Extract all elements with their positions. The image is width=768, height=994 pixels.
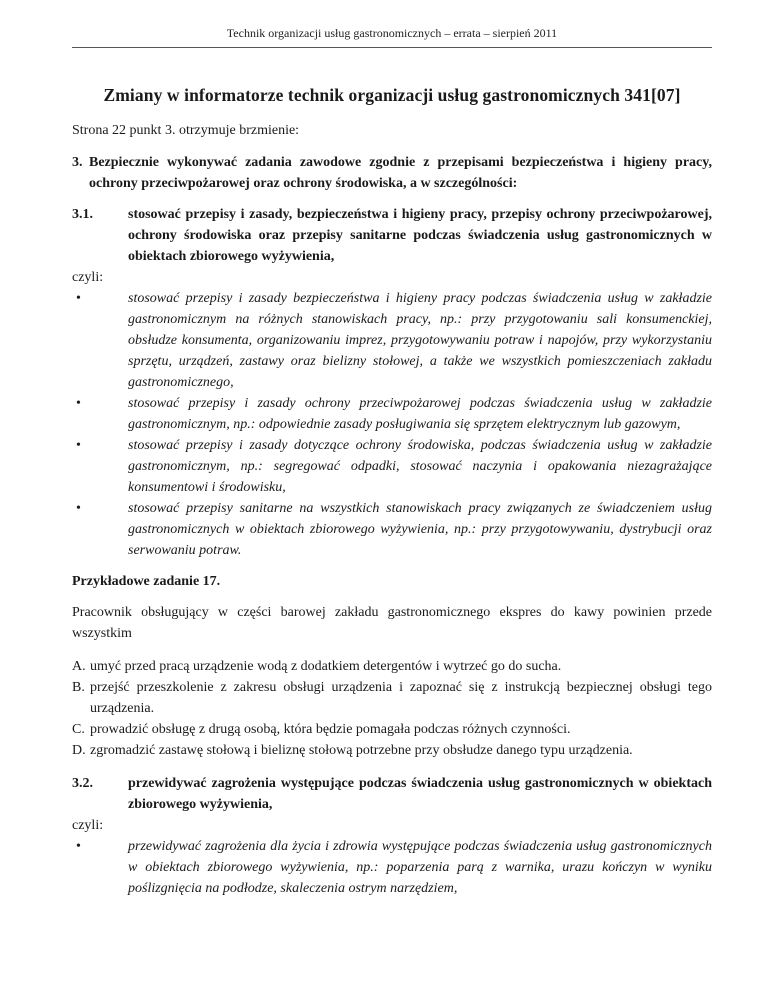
answer-letter: B. <box>72 680 85 695</box>
answer-letter: C. <box>72 722 85 737</box>
subsection-3-1-bullets <box>72 288 712 561</box>
bullet-icon: • <box>76 438 81 453</box>
list-item <box>72 288 712 393</box>
subsection-text: przewidywać zagrożenia występujące podczas świadczenia usług gastronomicznych w obiektach zbiorowego wyżywienia, <box>128 776 712 812</box>
czyli-label: czyli: <box>72 818 104 833</box>
list-item <box>72 393 712 435</box>
intro-text: Strona 22 punkt 3. otrzymuje brzmienie: <box>72 123 300 138</box>
list-item-text: stosować przepisy i zasady dotyczące ochrony środowiska, podczas świadczenia usług w zakładzie gastronomicznym, np.: segregować odpadki, stosować naczynia i opakowania niezagrażające konsumentowi i środowisku, <box>128 438 712 495</box>
answer-text: zgromadzić zastawę stołową i bieliznę stołową potrzebne przy obsłudze danego typu urządzenia. <box>90 743 633 758</box>
subsection-3-2-heading <box>72 773 712 815</box>
list-item-text: przewidywać zagrożenia dla życia i zdrowia występujące podczas świadczenia usług gastronomicznych w obiektach zbiorowego wyżywienia, np.: poparzenia parą z warnika, urazu kończyn w wyniku poślizgnięcia na podłodze, skaleczenia ostrym narzędziem, <box>128 839 712 896</box>
subsection-3-1-heading <box>72 204 712 267</box>
list-item-text: stosować przepisy sanitarne na wszystkich stanowiskach pracy związanych ze świadczeniem usług gastronomicznych w obiektach zbiorowego wyżywienia, np.: przy przygotowywaniu, dystrybucji oraz serwowaniu potraw. <box>128 501 712 558</box>
answer-option-c <box>72 719 712 740</box>
answer-letter: D. <box>72 743 86 758</box>
document-body <box>72 120 712 899</box>
list-item <box>72 836 712 899</box>
answer-text: przejść przeszkolenie z zakresu obsługi urządzenia i zapoznać się z instrukcją bezpiecznej obsługi tego urządzenia. <box>90 680 712 716</box>
answer-option-d <box>72 740 712 761</box>
section-number: 3. <box>72 155 83 170</box>
list-item <box>72 435 712 498</box>
answer-letter: A. <box>72 659 86 674</box>
answer-text: umyć przed pracą urządzenie wodą z dodatkiem detergentów i wytrzeć go do sucha. <box>90 659 562 674</box>
subsection-number: 3.2. <box>72 776 93 791</box>
header-divider <box>72 47 712 48</box>
bullet-icon: • <box>76 839 81 854</box>
subsection-number: 3.1. <box>72 207 93 222</box>
list-item <box>72 498 712 561</box>
section-text: Bezpiecznie wykonywać zadania zawodowe zgodnie z przepisami bezpieczeństwa i higieny pracy, ochrony przeciwpożarowej oraz ochrony środowiska, a w szczególności: <box>89 155 712 191</box>
example-title: Przykładowe zadanie 17. <box>72 574 221 589</box>
example-question: Pracownik obsługujący w części barowej zakładu gastronomicznego ekspres do kawy powinien przede wszystkim <box>72 605 712 641</box>
answer-option-b <box>72 677 712 719</box>
bullet-icon: • <box>76 396 81 411</box>
answer-option-a <box>72 656 712 677</box>
page-title: Zmiany w informatorze technik organizacji usług gastronomicznych 341[07] <box>103 85 681 105</box>
list-item-text: stosować przepisy i zasady ochrony przeciwpożarowej podczas świadczenia usług w zakładzie gastronomicznym, np.: odpowiednie zasady posługiwania się sprzętem elektrycznym lub gazowym, <box>128 396 712 432</box>
subsection-3-2-bullets <box>72 836 712 899</box>
running-header: Technik organizacji usług gastronomicznych – errata – sierpień 2011 <box>226 26 558 40</box>
answer-text: prowadzić obsługę z drugą osobą, która będzie pomagała podczas różnych czynności. <box>90 722 571 737</box>
answer-list <box>72 656 712 761</box>
list-item-text: stosować przepisy i zasady bezpieczeństwa i higieny pracy podczas świadczenia usług w zakładzie gastronomicznym na różnych stanowiskach pracy, np.: przy przygotowaniu sali konsumenckiej, obsłudze konsumenta, organizowaniu imprez, przygotowywaniu potraw i napojów, przy wykorzystaniu sprzętu, urządzeń, zastawy oraz bielizny stołowej, a także we wszystkich pomieszczeniach zakładu gastronomicznego, <box>128 291 712 390</box>
bullet-icon: • <box>76 501 81 516</box>
bullet-icon: • <box>76 291 81 306</box>
subsection-text: stosować przepisy i zasady, bezpieczeństwa i higieny pracy, przepisy ochrony przeciwpożarowej, ochrony środowiska oraz przepisy sanitarne podczas świadczenia usług gastronomicznych w obiektach zbiorowego wyżywienia, <box>128 207 712 264</box>
czyli-label: czyli: <box>72 270 104 285</box>
section-3-heading <box>72 152 712 194</box>
